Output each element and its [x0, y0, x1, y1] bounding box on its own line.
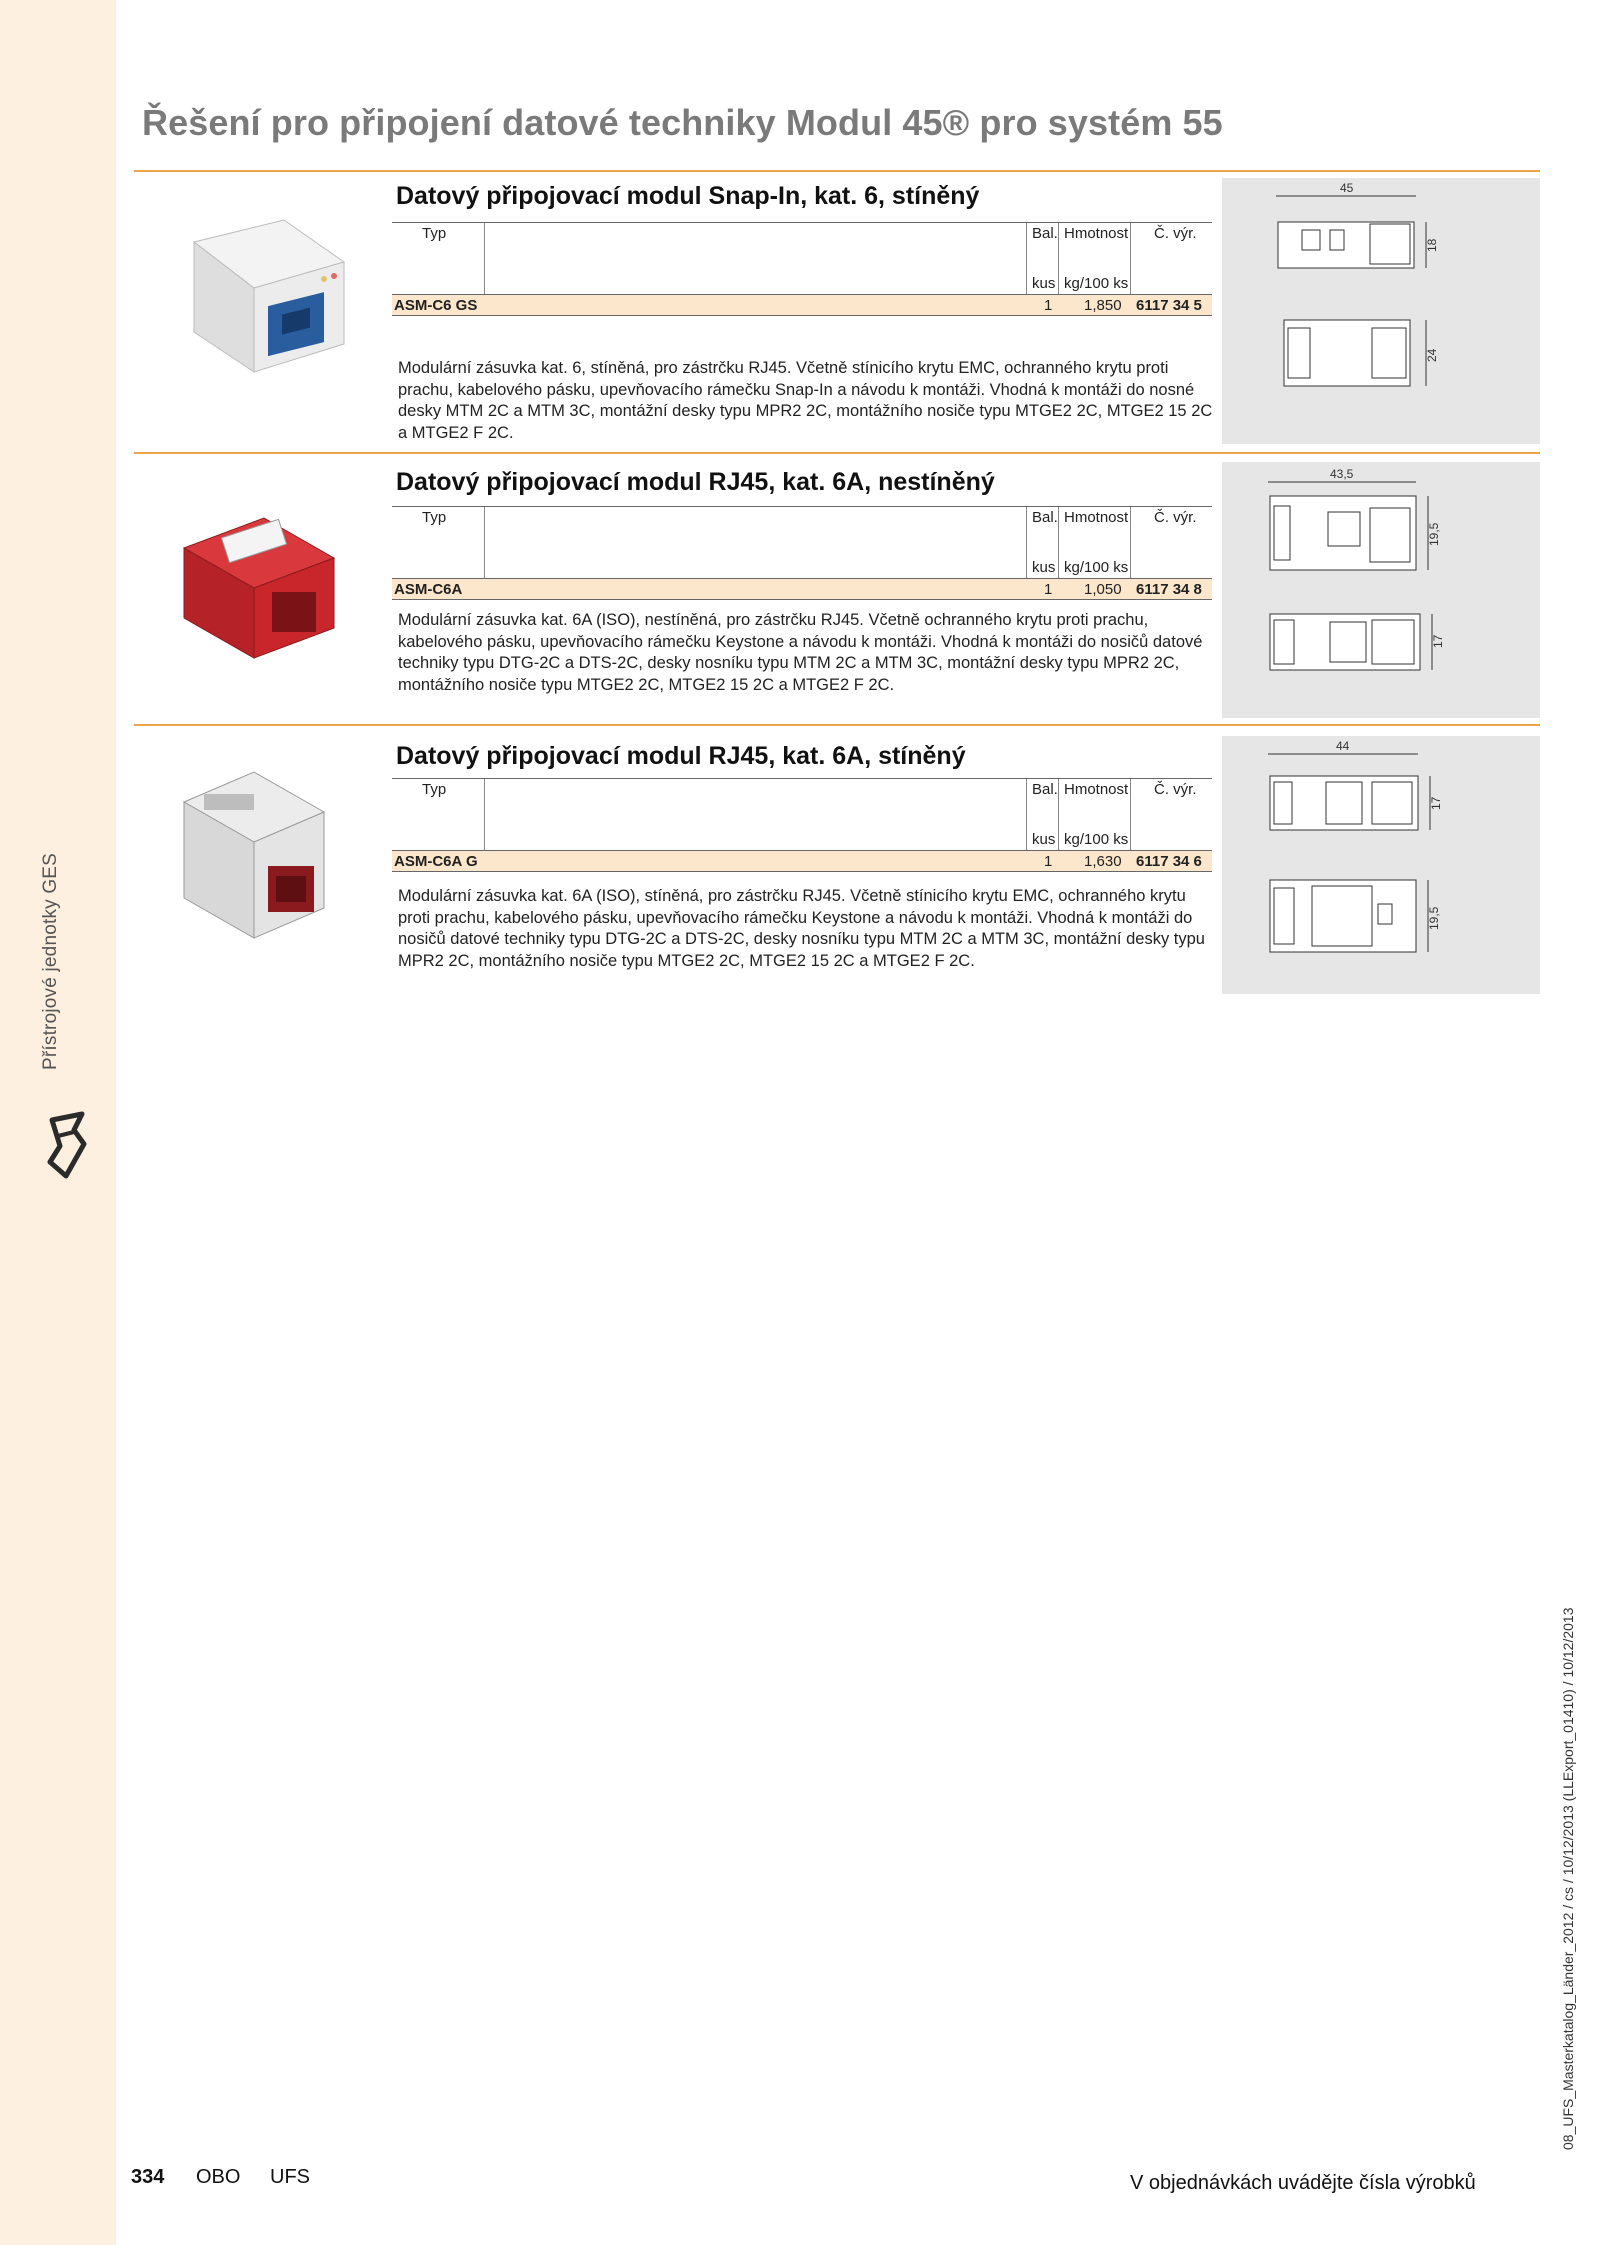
product-image-rj45-unshielded — [164, 488, 354, 678]
section-title: Datový připojovací modul Snap-In, kat. 6, stíněný — [396, 182, 980, 210]
unit-hmotnost: kg/100 ks — [1064, 559, 1129, 576]
col-header-hmotnost: Hmotnost — [1064, 225, 1129, 242]
product-section-2 — [134, 452, 1540, 724]
col-header-bal: Bal. — [1032, 225, 1058, 242]
row-bal: 1 — [1044, 853, 1053, 870]
product-section-1 — [134, 170, 1540, 452]
dim-height-bottom: 24 — [1425, 348, 1439, 362]
section-title: Datový připojovací modul RJ45, kat. 6A, stíněný — [396, 742, 966, 770]
row-bal: 1 — [1044, 581, 1053, 598]
dimension-drawing — [1222, 178, 1540, 444]
unit-bal: kus — [1032, 275, 1056, 292]
dim-height-top: 19,5 — [1427, 522, 1441, 546]
dim-width: 44 — [1336, 739, 1350, 753]
product-image-snap-in — [164, 202, 354, 392]
footer-unit: UFS — [270, 2166, 310, 2188]
col-header-typ: Typ — [422, 781, 447, 798]
col-header-hmotnost: Hmotnost — [1064, 781, 1129, 798]
section-title: Datový připojovací modul RJ45, kat. 6A, nestíněný — [396, 468, 995, 496]
product-description: Modulární zásuvka kat. 6A (ISO), nestíněná, pro zástrčku RJ45. Včetně ochranného krytu proti prachu, kabelového pásku, upevňovacího rámečku Keystone a návodu k montáži. Vhodná k montáži do nosičů datové techniky typu DTG-2C a DTS-2C, desky nosníku typu MTM 2C a MTM 3C, montážní desky typu MPR2 2C, montážního nosiče typu MTGE2 2C, MTGE2 15 2C a MTGE2 F 2C. — [398, 611, 1203, 694]
col-header-cvyr: Č. výr. — [1154, 781, 1197, 798]
col-header-bal: Bal. — [1032, 509, 1058, 526]
row-bal: 1 — [1044, 297, 1053, 314]
dimension-drawing — [1222, 462, 1540, 718]
row-code: 6117 34 6 — [1136, 853, 1202, 870]
col-header-typ: Typ — [422, 225, 447, 242]
col-header-cvyr: Č. výr. — [1154, 509, 1197, 526]
page-title: Řešení pro připojení datové techniky Modul 45® pro systém 55 — [142, 102, 1223, 143]
col-header-typ: Typ — [422, 509, 447, 526]
col-header-cvyr: Č. výr. — [1154, 225, 1197, 242]
obo-logo-icon — [44, 1110, 90, 1180]
unit-hmotnost: kg/100 ks — [1064, 831, 1129, 848]
footer-note: V objednávkách uvádějte čísla výrobků — [1130, 2172, 1476, 2194]
product-description: Modulární zásuvka kat. 6, stíněná, pro zástrčku RJ45. Včetně stínicího krytu EMC, ochranného krytu proti prachu, kabelového pásku, upevňovacího rámečku Snap-In a návodu k montáži. Vhodná k montáži do nosné desky MTM 2C a MTM 3C, montážní desky typu MPR2 2C, montážního nosiče typu MTGE2 2C, MTGE2 15 2C a MTGE2 F 2C. — [398, 359, 1213, 442]
footer-brand: OBO — [196, 2166, 241, 2188]
dimension-drawing — [1222, 736, 1540, 994]
table-row — [392, 850, 1212, 872]
row-weight: 1,850 — [1084, 297, 1122, 314]
dim-height-top: 17 — [1429, 796, 1443, 810]
row-type: ASM-C6A — [394, 581, 463, 598]
product-table — [392, 222, 1212, 316]
side-label: Přístrojové jednotky GES — [40, 852, 61, 1070]
product-table — [392, 778, 1212, 872]
unit-hmotnost: kg/100 ks — [1064, 275, 1129, 292]
product-image-rj45-shielded — [164, 762, 354, 952]
product-description: Modulární zásuvka kat. 6A (ISO), stíněná, pro zástrčku RJ45. Včetně stínicího krytu EMC, ochranného krytu proti prachu, kabelového pásku, upevňovacího rámečku Keystone a návodu k montáži. Vhodná k montáži do nosičů datové techniky typu DTG-2C a DTS-2C, desky nosníku typu MTM 2C a MTM 3C, montážní desky typu MPR2 2C, montážního nosiče typu MTGE2 2C, MTGE2 15 2C a MTGE2 F 2C. — [398, 887, 1205, 970]
page-number: 334 — [131, 2166, 165, 2188]
product-section-3 — [134, 724, 1540, 1004]
col-header-hmotnost: Hmotnost — [1064, 509, 1129, 526]
row-weight: 1,050 — [1084, 581, 1122, 598]
product-table — [392, 506, 1212, 600]
export-meta: 08_UFS_Masterkatalog_Länder_2012 / cs / 10/12/2013 (LLExport_01410) / 10/12/2013 — [1560, 1607, 1576, 2150]
row-code: 6117 34 5 — [1136, 297, 1202, 314]
unit-bal: kus — [1032, 831, 1056, 848]
row-type: ASM-C6A G — [394, 853, 478, 870]
dim-height-bottom: 19,5 — [1427, 906, 1441, 930]
row-code: 6117 34 8 — [1136, 581, 1202, 598]
col-header-bal: Bal. — [1032, 781, 1058, 798]
row-type: ASM-C6 GS — [394, 297, 478, 314]
dim-height-top: 18 — [1425, 238, 1439, 252]
dim-width: 43,5 — [1330, 467, 1354, 481]
dim-height-bottom: 17 — [1431, 634, 1445, 648]
row-weight: 1,630 — [1084, 853, 1122, 870]
table-row — [392, 294, 1212, 316]
dim-width: 45 — [1340, 181, 1354, 195]
unit-bal: kus — [1032, 559, 1056, 576]
table-row — [392, 578, 1212, 600]
